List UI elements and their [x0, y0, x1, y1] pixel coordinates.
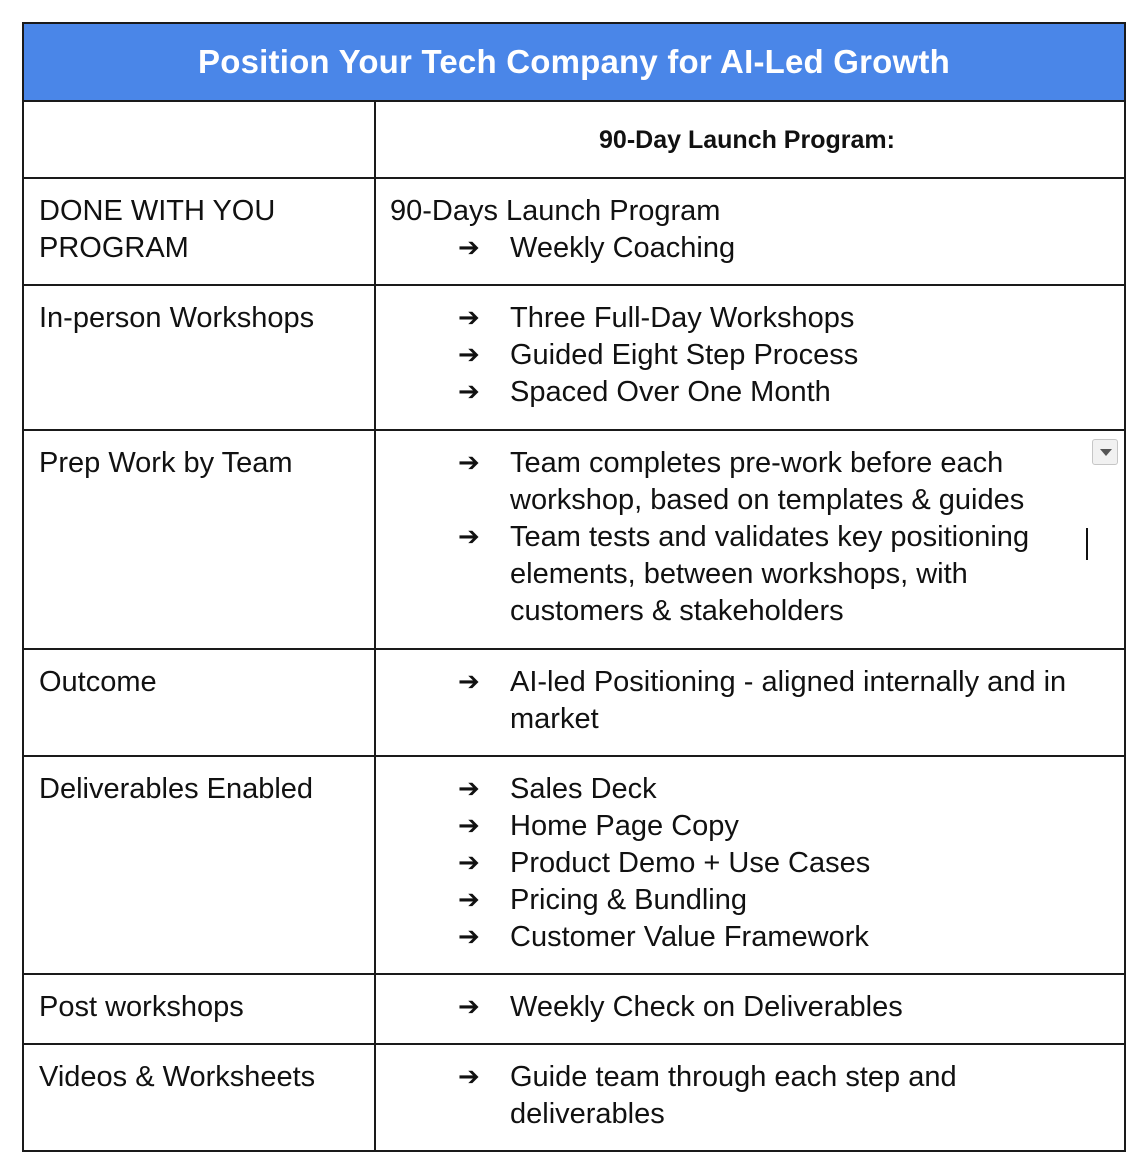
list-item: ➔ Guide team through each step and deliverables	[458, 1061, 957, 1130]
arrow-right-icon: ➔	[458, 811, 480, 841]
bullet-list	[390, 445, 1104, 630]
row-content[interactable]	[376, 286, 1124, 429]
list-item: ➔ Pricing & Bundling	[458, 882, 1104, 919]
arrow-right-icon: ➔	[458, 233, 480, 263]
arrow-right-icon: ➔	[458, 340, 480, 370]
list-item: ➔ Customer Value Framework	[458, 919, 1104, 956]
arrow-right-icon: ➔	[458, 848, 480, 878]
row-label[interactable]: Deliverables Enabled	[24, 757, 376, 973]
subheader-row	[24, 102, 1124, 179]
arrow-right-icon: ➔	[458, 774, 480, 804]
arrow-right-icon: ➔	[458, 377, 480, 407]
subheader-cell[interactable]: 90-Day Launch Program:	[599, 126, 895, 154]
list-item: ➔ Team completes pre-work before each workshop, based on templates & guides	[458, 447, 1025, 516]
row-label[interactable]: Post workshops	[24, 975, 376, 1043]
arrow-right-icon: ➔	[458, 1062, 480, 1092]
program-table	[22, 22, 1126, 1152]
table-row-done-with-you	[24, 179, 1124, 286]
text-cursor	[1086, 528, 1088, 560]
list-item: ➔ Sales Deck	[458, 771, 1104, 808]
arrow-right-icon: ➔	[458, 522, 480, 552]
row-intro-text: 90-Days Launch Program	[390, 195, 721, 227]
arrow-right-icon: ➔	[458, 667, 480, 697]
list-item: ➔ Product Demo + Use Cases	[458, 845, 1104, 882]
bullet-list	[390, 989, 1104, 1026]
table-row-deliverables	[24, 757, 1124, 975]
table-title: Position Your Tech Company for AI-Led Growth	[24, 24, 1124, 102]
list-item: ➔ Home Page Copy	[458, 808, 1104, 845]
list-item: ➔ Guided Eight Step Process	[458, 337, 1104, 374]
table-row-outcome	[24, 650, 1124, 757]
arrow-right-icon: ➔	[458, 303, 480, 333]
bullet-list	[390, 664, 1104, 738]
row-label[interactable]: Prep Work by Team	[24, 431, 376, 648]
list-item: ➔ Three Full-Day Workshops	[458, 300, 1104, 337]
row-content-selected[interactable]	[376, 431, 1124, 648]
row-label[interactable]: Outcome	[24, 650, 376, 755]
table-row-post-workshops	[24, 975, 1124, 1045]
arrow-right-icon: ➔	[458, 448, 480, 478]
list-item: ➔ Weekly Coaching	[458, 230, 1104, 267]
row-label[interactable]: In-person Workshops	[24, 286, 376, 429]
bullet-list	[390, 1059, 1104, 1133]
row-content[interactable]	[376, 757, 1124, 973]
list-item: ➔ Spaced Over One Month	[458, 374, 1104, 411]
bullet-list	[390, 230, 1104, 267]
table-row-workshops	[24, 286, 1124, 431]
cell-dropdown-button[interactable]	[1092, 439, 1118, 465]
table-row-videos	[24, 1045, 1124, 1150]
list-item: ➔ AI-led Positioning - aligned internally and in market	[458, 666, 1067, 735]
arrow-right-icon: ➔	[458, 885, 480, 915]
table-row-prep-work	[24, 431, 1124, 650]
list-item: ➔ Weekly Check on Deliverables	[458, 989, 1104, 1026]
row-content[interactable]	[376, 650, 1124, 755]
bullet-list	[390, 300, 1104, 411]
subheader-empty-cell[interactable]	[24, 102, 376, 177]
row-content[interactable]	[376, 179, 1124, 284]
list-item: ➔ Team tests and validates key positioning elements, between workshops, with customers & stakeholders	[458, 521, 1030, 627]
row-content[interactable]	[376, 1045, 1124, 1150]
arrow-right-icon: ➔	[458, 992, 480, 1022]
row-label[interactable]: Videos & Worksheets	[24, 1045, 376, 1150]
arrow-right-icon: ➔	[458, 922, 480, 952]
row-label[interactable]: DONE WITH YOU PROGRAM	[24, 179, 376, 284]
bullet-list	[390, 771, 1104, 956]
row-content[interactable]	[376, 975, 1124, 1043]
